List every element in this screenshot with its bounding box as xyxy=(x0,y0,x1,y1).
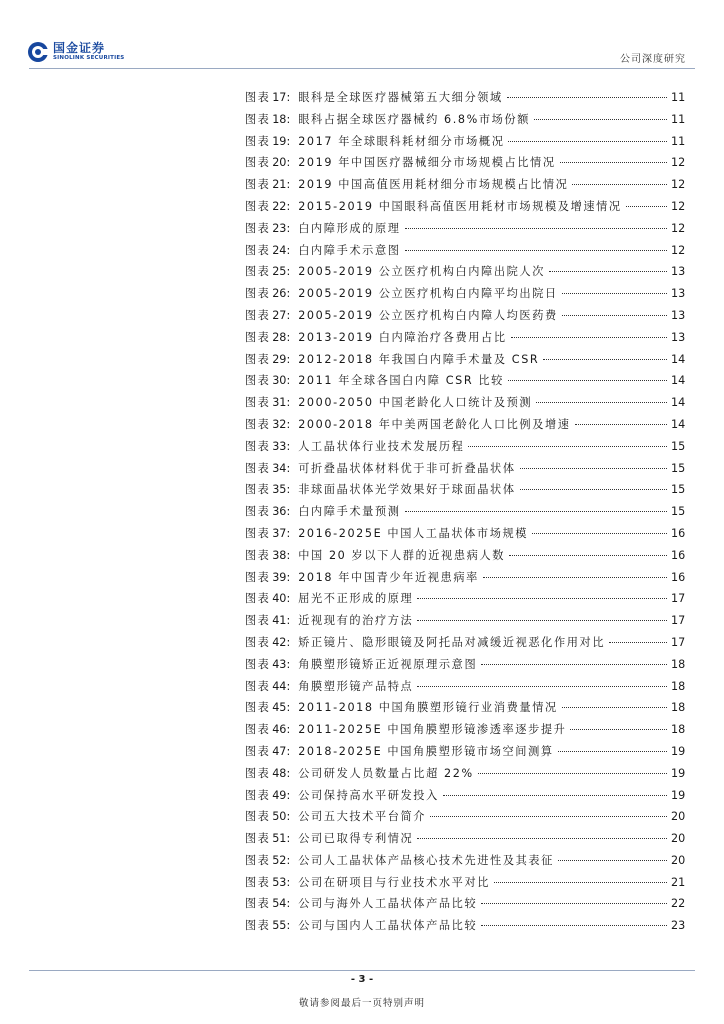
toc-entry-page: 15 xyxy=(671,439,686,453)
toc-entry-leader xyxy=(507,83,667,98)
toc-entry-page: 16 xyxy=(671,526,686,540)
toc-entry-label: 图表 xyxy=(245,570,271,584)
toc-entry-leader xyxy=(481,889,667,904)
toc-entry-leader xyxy=(443,781,667,796)
toc-entry-page: 16 xyxy=(671,548,686,562)
toc-entry-leader xyxy=(511,323,667,338)
toc-entry-page: 14 xyxy=(671,396,686,410)
toc-entry-page: 15 xyxy=(671,505,686,519)
toc-entry-title: 2018-2025E 中国角膜塑形镜市场空间测算 xyxy=(298,744,554,758)
toc-entry-number: 47 xyxy=(272,744,287,758)
toc-entry-number: 27 xyxy=(272,308,287,322)
toc-entry-title: 公司五大技术平台简介 xyxy=(298,810,427,824)
toc-entry-separator: : xyxy=(286,265,291,279)
toc-entry-label: 图表 xyxy=(245,723,271,737)
footer-divider xyxy=(29,970,695,971)
toc-entry-title: 2005-2019 公立医疗机构白内障出院人次 xyxy=(298,265,545,279)
toc-entry-title: 2000-2050 中国老龄化人口统计及预测 xyxy=(298,396,533,410)
toc-entry-page: 12 xyxy=(671,178,686,192)
toc-entry-title: 公司保持高水平研发投入 xyxy=(298,788,439,802)
toc-entry-title: 角膜塑形镜产品特点 xyxy=(298,679,414,693)
toc-entry-title: 2011-2018 中国角膜塑形镜行业消费量情况 xyxy=(298,701,558,715)
toc-entry[interactable] xyxy=(245,173,685,195)
toc-entry-page: 17 xyxy=(671,592,686,606)
toc-entry-separator: : xyxy=(286,810,291,824)
toc-entry-page: 11 xyxy=(671,134,686,148)
toc-entry-separator: : xyxy=(286,308,291,322)
toc-entry-page: 15 xyxy=(671,461,686,475)
toc-entry-page: 12 xyxy=(671,221,686,235)
toc-entry-label: 图表 xyxy=(245,199,271,213)
toc-entry-title: 2018 年中国青少年近视患病率 xyxy=(298,570,479,584)
toc-entry-page: 13 xyxy=(671,265,686,279)
toc-entry-page: 20 xyxy=(671,853,686,867)
toc-entry-leader xyxy=(509,541,667,556)
toc-entry-label: 图表 xyxy=(245,396,271,410)
toc-entry-title: 2016-2025E 中国人工晶状体市场规模 xyxy=(298,526,529,540)
toc-entry-label: 图表 xyxy=(245,374,271,388)
toc-entry-leader xyxy=(549,257,667,272)
toc-entry-number: 45 xyxy=(272,701,287,715)
toc-entry-page: 20 xyxy=(671,832,686,846)
toc-entry-separator: : xyxy=(286,221,291,235)
toc-entry-title: 2012-2018 年我国白内障手术量及 CSR xyxy=(298,352,540,366)
toc-entry-separator: : xyxy=(286,439,291,453)
toc-entry-separator: : xyxy=(286,875,291,889)
company-name-cn: 国金证券 xyxy=(53,41,106,55)
toc-entry-separator: : xyxy=(286,832,291,846)
toc-entry-page: 15 xyxy=(671,483,686,497)
company-name-en: SINOLINK SECURITIES xyxy=(53,55,125,61)
toc-entry-title: 人工晶状体行业技术发展历程 xyxy=(298,439,465,453)
toc-entry-title: 公司已取得专利情况 xyxy=(298,832,414,846)
toc-entry-leader xyxy=(558,737,667,752)
toc-entry-number: 51 xyxy=(272,832,287,846)
toc-entry-title: 公司与国内人工晶状体产品比较 xyxy=(298,919,478,933)
toc-entry-number: 42 xyxy=(272,635,287,649)
toc-entry-label: 图表 xyxy=(245,221,271,235)
header-divider xyxy=(29,68,695,69)
toc-entry-number: 36 xyxy=(272,505,287,519)
toc-entry-title: 2005-2019 公立医疗机构白内障人均医药费 xyxy=(298,308,558,322)
toc-entry-page: 19 xyxy=(671,766,686,780)
toc-entry-title: 2005-2019 公立医疗机构白内障平均出院日 xyxy=(298,287,558,301)
toc-entry-label: 图表 xyxy=(245,178,271,192)
toc-entry-separator: : xyxy=(286,635,291,649)
toc-entry-separator: : xyxy=(286,287,291,301)
toc-entry-title: 公司人工晶状体产品核心技术先进性及其表征 xyxy=(298,853,554,867)
toc-entry-leader xyxy=(481,650,667,665)
toc-entry-separator: : xyxy=(286,766,291,780)
report-type: 公司深度研究 xyxy=(620,54,686,65)
toc-entry-page: 19 xyxy=(671,744,686,758)
toc-entry-leader xyxy=(560,148,667,163)
toc-entry-page: 11 xyxy=(671,91,686,104)
toc-entry-separator: : xyxy=(286,374,291,388)
toc-entry-label: 图表 xyxy=(245,897,271,911)
toc-entry-number: 49 xyxy=(272,788,287,802)
toc-entry-number: 53 xyxy=(272,875,287,889)
toc-entry-label: 图表 xyxy=(245,330,271,344)
toc-entry-label: 图表 xyxy=(245,614,271,628)
disclaimer: 敬请参阅最后一页特别声明 xyxy=(298,998,425,1009)
toc-entry-number: 26 xyxy=(272,287,287,301)
toc-entry-label: 图表 xyxy=(245,243,271,257)
toc-entry-number: 25 xyxy=(272,265,287,279)
toc-entry-separator: : xyxy=(286,417,291,431)
toc-entry-label: 图表 xyxy=(245,592,271,606)
toc-entry-separator: : xyxy=(286,352,291,366)
toc-entry-number: 35 xyxy=(272,483,287,497)
toc-entry-title: 公司研发人员数量占比超 22% xyxy=(298,766,474,780)
toc-entry-label: 图表 xyxy=(245,483,271,497)
toc-entry-number: 37 xyxy=(272,526,287,540)
toc-entry-separator: : xyxy=(286,570,291,584)
toc-entry-number: 18 xyxy=(272,112,287,126)
toc-entry-number: 52 xyxy=(272,853,287,867)
toc-entry-title: 2013-2019 白内障治疗各费用占比 xyxy=(298,330,507,344)
toc-entry-title: 白内障手术量预测 xyxy=(298,505,401,519)
toc-entry-leader xyxy=(558,846,667,861)
toc-entry-number: 23 xyxy=(272,221,287,235)
toc-entry-label: 图表 xyxy=(245,439,271,453)
toc-entry-leader xyxy=(626,192,667,207)
toc-entry-page: 18 xyxy=(671,701,686,715)
toc-entry-label: 图表 xyxy=(245,461,271,475)
toc-entry-title: 眼科是全球医疗器械第五大细分领域 xyxy=(298,91,503,104)
toc-entry-separator: : xyxy=(286,112,291,126)
toc-entry-title: 角膜塑形镜矫正近视原理示意图 xyxy=(298,657,478,671)
toc-entry-leader xyxy=(508,366,667,381)
toc-entry-page: 14 xyxy=(671,417,686,431)
toc-entry-title: 2017 年全球眼科耗材细分市场概况 xyxy=(298,134,505,148)
toc-entry-number: 32 xyxy=(272,417,287,431)
toc-entry-leader xyxy=(483,563,667,578)
toc-entry-title: 2015-2019 中国眼科高值医用耗材市场规模及增速情况 xyxy=(298,199,622,213)
toc-entry-leader xyxy=(508,127,667,142)
toc-entry-leader xyxy=(532,519,667,534)
toc-entry-leader xyxy=(534,105,667,120)
toc-entry-page: 19 xyxy=(671,788,686,802)
toc-entry-label: 图表 xyxy=(245,308,271,322)
toc-entry-separator: : xyxy=(286,526,291,540)
toc-entry-label: 图表 xyxy=(245,875,271,889)
toc-entry-separator: : xyxy=(286,330,291,344)
toc-entry-title: 眼科占据全球医疗器械约 6.8%市场份额 xyxy=(298,112,531,126)
toc-entry-number: 48 xyxy=(272,766,287,780)
toc-entry-leader xyxy=(430,802,667,817)
toc-entry-page: 13 xyxy=(671,287,686,301)
toc-entry-leader xyxy=(481,911,667,926)
toc-entry-page: 13 xyxy=(671,330,686,344)
toc-entry-number: 21 xyxy=(272,178,287,192)
toc-entry-number: 31 xyxy=(272,396,287,410)
toc-entry-label: 图表 xyxy=(245,701,271,715)
toc-entry-number: 34 xyxy=(272,461,287,475)
toc-entry-page: 12 xyxy=(671,156,686,170)
toc-entry-label: 图表 xyxy=(245,810,271,824)
toc-entry-separator: : xyxy=(286,548,291,562)
toc-entry-number: 55 xyxy=(272,919,287,933)
toc-entry-separator: : xyxy=(286,91,291,104)
toc-entry-label: 图表 xyxy=(245,548,271,562)
toc-entry-page: 18 xyxy=(671,657,686,671)
toc-entry-separator: : xyxy=(286,788,291,802)
toc-entry-number: 38 xyxy=(272,548,287,562)
toc-entry-title: 矫正镜片、隐形眼镜及阿托品对减缓近视恶化作用对比 xyxy=(298,635,606,649)
toc-entry-leader xyxy=(609,628,667,643)
toc-entry-leader xyxy=(417,584,667,599)
toc-entry-title: 2019 中国高值医用耗材细分市场规模占比情况 xyxy=(298,178,569,192)
toc-entry-separator: : xyxy=(286,679,291,693)
toc-entry-number: 39 xyxy=(272,570,287,584)
toc-entry-leader xyxy=(562,301,667,316)
toc-entry-number: 22 xyxy=(272,199,287,213)
toc-entry-separator: : xyxy=(286,461,291,475)
toc-entry-title: 2011-2025E 中国角膜塑形镜渗透率逐步提升 xyxy=(298,723,567,737)
toc-entry-title: 白内障手术示意图 xyxy=(298,243,401,257)
toc-entry-page: 12 xyxy=(671,199,686,213)
toc-entry-page: 14 xyxy=(671,374,686,388)
toc-entry-label: 图表 xyxy=(245,788,271,802)
toc-entry-separator: : xyxy=(286,723,291,737)
toc-entry-number: 17 xyxy=(272,91,287,104)
toc-entry-label: 图表 xyxy=(245,526,271,540)
toc-entry-title: 可折叠晶状体材料优于非可折叠晶状体 xyxy=(298,461,516,475)
toc-entry-leader xyxy=(405,214,667,229)
toc-entry-leader xyxy=(562,279,667,294)
toc-entry-leader xyxy=(543,345,667,360)
toc-entry-page: 20 xyxy=(671,810,686,824)
toc-entry-page: 16 xyxy=(671,570,686,584)
toc-entry-label: 图表 xyxy=(245,287,271,301)
toc-entry-number: 30 xyxy=(272,374,287,388)
toc-entry-number: 50 xyxy=(272,810,287,824)
toc-entry-leader xyxy=(417,672,667,687)
toc-entry-page: 17 xyxy=(671,614,686,628)
toc-entry-leader xyxy=(417,606,667,621)
toc-entry-leader xyxy=(572,170,667,185)
toc-entry-title: 2019 年中国医疗器械细分市场规模占比情况 xyxy=(298,156,556,170)
toc-entry-title: 白内障形成的原理 xyxy=(298,221,401,235)
toc-entry-number: 46 xyxy=(272,723,287,737)
toc-entry-separator: : xyxy=(286,505,291,519)
toc-entry-page: 13 xyxy=(671,308,686,322)
toc-entry-title: 近视现有的治疗方法 xyxy=(298,614,414,628)
toc-entry-separator: : xyxy=(286,592,291,606)
toc-entry-separator: : xyxy=(286,853,291,867)
toc-entry-leader xyxy=(575,410,667,425)
toc-entry-separator: : xyxy=(286,156,291,170)
toc-entry-separator: : xyxy=(286,614,291,628)
toc-entry-leader xyxy=(562,693,667,708)
toc-entry-label: 图表 xyxy=(245,744,271,758)
toc-entry-number: 54 xyxy=(272,897,287,911)
toc-entry-separator: : xyxy=(286,483,291,497)
toc-entry-page: 17 xyxy=(671,635,686,649)
toc-entry-leader xyxy=(417,824,667,839)
toc-entry[interactable] xyxy=(245,914,685,936)
toc-entry-title: 2011 年全球各国白内障 CSR 比较 xyxy=(298,374,504,388)
toc-entry-separator: : xyxy=(286,243,291,257)
toc-entry-page: 14 xyxy=(671,352,686,366)
toc-entry-separator: : xyxy=(286,744,291,758)
toc-entry-separator: : xyxy=(286,897,291,911)
toc-entry-title: 屈光不正形成的原理 xyxy=(298,592,414,606)
toc-entry-title: 公司在研项目与行业技术水平对比 xyxy=(298,875,491,889)
toc-entry-label: 图表 xyxy=(245,265,271,279)
toc-entry-leader xyxy=(520,475,667,490)
toc-entry-leader xyxy=(570,715,667,730)
toc-entry-label: 图表 xyxy=(245,679,271,693)
sinolink-logo-icon xyxy=(27,41,49,63)
toc-entry-title: 2000-2018 年中美两国老龄化人口比例及增速 xyxy=(298,417,571,431)
toc-entry-page: 11 xyxy=(671,112,686,126)
toc-entry-number: 24 xyxy=(272,243,287,257)
toc-entry-separator: : xyxy=(286,701,291,715)
toc-entry-label: 图表 xyxy=(245,417,271,431)
toc-entry-leader xyxy=(520,454,667,469)
toc-entry-leader xyxy=(405,497,667,512)
toc-entry-number: 29 xyxy=(272,352,287,366)
toc-entry-leader xyxy=(478,759,667,774)
toc-entry-separator: : xyxy=(286,657,291,671)
toc-entry-number: 20 xyxy=(272,156,287,170)
toc-entry-page: 23 xyxy=(671,919,686,933)
toc-entry-label: 图表 xyxy=(245,853,271,867)
toc-entry-number: 41 xyxy=(272,614,287,628)
toc-entry-separator: : xyxy=(286,396,291,410)
toc-entry-page: 22 xyxy=(671,897,686,911)
toc-entry-title: 非球面晶状体光学效果好于球面晶状体 xyxy=(298,483,516,497)
toc-entry-label: 图表 xyxy=(245,134,271,148)
toc-entry-page: 18 xyxy=(671,723,686,737)
toc-entry-leader xyxy=(405,236,667,251)
toc-entry-label: 图表 xyxy=(245,832,271,846)
toc-entry-label: 图表 xyxy=(245,112,271,126)
toc-entry-label: 图表 xyxy=(245,91,271,104)
toc-entry-label: 图表 xyxy=(245,766,271,780)
toc-entry-separator: : xyxy=(286,178,291,192)
page-header xyxy=(0,0,724,72)
toc-entry-label: 图表 xyxy=(245,657,271,671)
toc-entry-number: 40 xyxy=(272,592,287,606)
toc-entry-label: 图表 xyxy=(245,156,271,170)
toc-entry-leader xyxy=(536,388,667,403)
toc-entry-number: 43 xyxy=(272,657,287,671)
toc-entry-page: 12 xyxy=(671,243,686,257)
table-of-figures xyxy=(245,86,685,936)
company-logo xyxy=(27,41,124,63)
toc-entry-label: 图表 xyxy=(245,919,271,933)
toc-entry-separator: : xyxy=(286,199,291,213)
toc-entry-page: 18 xyxy=(671,679,686,693)
toc-entry-number: 19 xyxy=(272,134,287,148)
toc-entry-title: 中国 20 岁以下人群的近视患病人数 xyxy=(298,548,505,562)
toc-entry-page: 21 xyxy=(671,875,686,889)
page-number: - 3 - xyxy=(350,974,374,985)
toc-entry-number: 28 xyxy=(272,330,287,344)
toc-entry-title: 公司与海外人工晶状体产品比较 xyxy=(298,897,478,911)
toc-entry-label: 图表 xyxy=(245,635,271,649)
toc-entry-separator: : xyxy=(286,134,291,148)
toc-entry-leader xyxy=(468,432,667,447)
toc-entry-leader xyxy=(494,868,667,883)
toc-entry-separator: : xyxy=(286,919,291,933)
toc-entry-number: 44 xyxy=(272,679,287,693)
toc-entry-label: 图表 xyxy=(245,505,271,519)
toc-entry-label: 图表 xyxy=(245,352,271,366)
toc-entry-number: 33 xyxy=(272,439,287,453)
